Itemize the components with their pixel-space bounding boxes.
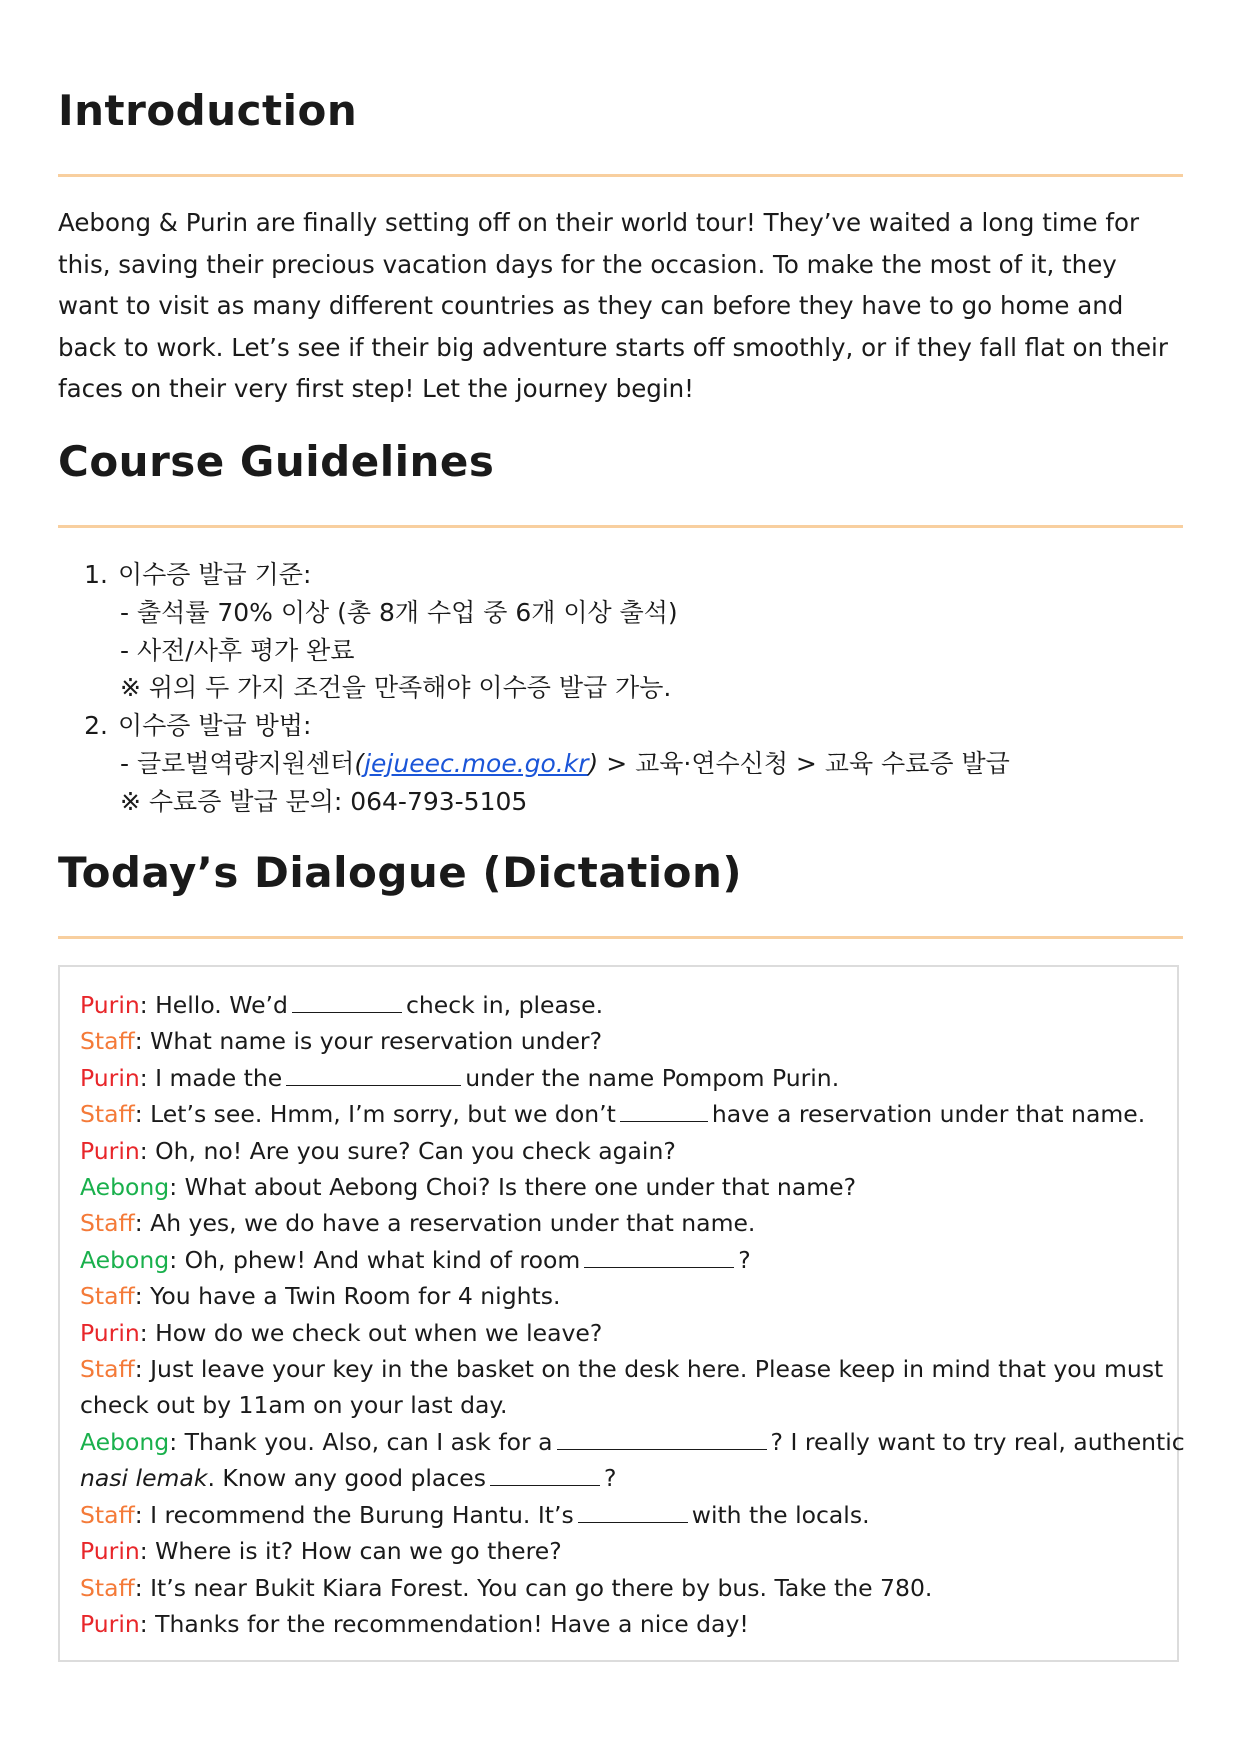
speaker-name: Purin bbox=[80, 1063, 140, 1092]
dialogue-line-continuation bbox=[80, 1460, 1177, 1496]
guideline-contact: ※ 수료증 발급 문의: 064-793-5105 bbox=[120, 786, 528, 816]
section-divider bbox=[58, 174, 1183, 177]
speaker-name: Purin bbox=[80, 1537, 140, 1566]
introduction-heading: Introduction bbox=[58, 86, 358, 135]
answer-blank[interactable] bbox=[292, 992, 402, 1013]
line-text: : What name is your reservation under? bbox=[134, 1027, 603, 1056]
introduction-text: Aebong & Purin are finally setting off on their world tour! They’ve waited a long time for this, saving their precious vacation days for the occasion. To make the most of it, they want to visit as many different countries as they can before they have to go home and back to work. Let’s see if their big adventure starts off smoothly, or if they fall flat on their faces on their very first step! Let the journey begin! bbox=[58, 208, 1168, 403]
answer-blank[interactable] bbox=[584, 1247, 734, 1268]
guidelines-heading: Course Guidelines bbox=[58, 437, 495, 486]
speaker-name: Purin bbox=[80, 1136, 140, 1165]
answer-blank[interactable] bbox=[557, 1429, 767, 1450]
dialogue-heading: Today’s Dialogue (Dictation) bbox=[58, 848, 743, 897]
line-text: : Hello. We’d bbox=[139, 991, 288, 1019]
line-text: ? bbox=[738, 1245, 751, 1274]
guideline-line: - 사전/사후 평가 완료 bbox=[120, 635, 355, 665]
dialogue-line bbox=[80, 1242, 1177, 1278]
guideline-path bbox=[58, 745, 1010, 783]
guideline-title: 이수증 발급 기준: bbox=[118, 560, 312, 589]
line-text: : Oh, phew! And what kind of room bbox=[169, 1245, 581, 1274]
answer-blank[interactable] bbox=[620, 1101, 708, 1122]
path-suffix: > 교육·연수신청 > 교육 수료증 발급 bbox=[598, 748, 1010, 778]
line-text: ? I really want to try real, authentic bbox=[770, 1427, 1185, 1456]
line-text: with the locals. bbox=[691, 1500, 870, 1529]
line-text: : Ah yes, we do have a reservation under that name. bbox=[134, 1209, 756, 1238]
section-divider bbox=[58, 936, 1183, 939]
line-text: check in, please. bbox=[405, 991, 604, 1019]
line-text: : I recommend the Burung Hantu. It’s bbox=[134, 1500, 574, 1529]
line-text: : Where is it? How can we go there? bbox=[139, 1537, 562, 1566]
dialogue-line bbox=[80, 1096, 1177, 1132]
guideline-line: - 출석률 70% 이상 (총 8개 수업 중 6개 이상 출석) bbox=[120, 597, 678, 627]
dialogue-line bbox=[80, 1570, 1177, 1606]
guideline-item-2 bbox=[58, 707, 1010, 745]
line-text: : I made the bbox=[139, 1063, 283, 1092]
dialogue-line bbox=[80, 1315, 1177, 1351]
dish-name: nasi lemak bbox=[80, 1464, 208, 1493]
guideline-item-1 bbox=[58, 556, 1010, 594]
speaker-name: Aebong bbox=[80, 1173, 170, 1202]
line-text: : Let’s see. Hmm, I’m sorry, but we don’t bbox=[134, 1100, 616, 1129]
line-text: ? bbox=[603, 1464, 617, 1493]
line-text: : Oh, no! Are you sure? Can you check again? bbox=[139, 1136, 676, 1165]
dialogue-line bbox=[80, 1133, 1177, 1169]
section-divider bbox=[58, 525, 1183, 528]
dialogue-line bbox=[80, 1497, 1177, 1533]
guidelines-list bbox=[58, 556, 1010, 821]
line-text: : Thanks for the recommendation! Have a nice day! bbox=[139, 1609, 749, 1638]
speaker-name: Aebong bbox=[80, 1427, 170, 1456]
speaker-name: Staff bbox=[80, 1573, 135, 1602]
line-text: under the name Pompom Purin. bbox=[465, 1063, 840, 1092]
speaker-name: Staff bbox=[80, 1355, 135, 1384]
guideline-title: 이수증 발급 방법: bbox=[118, 711, 312, 741]
line-text: . Know any good places bbox=[207, 1464, 486, 1493]
dialogue-line bbox=[80, 1205, 1177, 1241]
dialogue-line bbox=[80, 1533, 1177, 1569]
line-text: have a reservation under that name. bbox=[711, 1100, 1146, 1129]
dialogue-line bbox=[80, 1424, 1185, 1460]
dialogue-line bbox=[80, 1278, 1177, 1314]
line-text: : Thank you. Also, can I ask for a bbox=[169, 1427, 553, 1456]
line-text: : It’s near Bukit Kiara Forest. You can go there by bus. Take the 780. bbox=[134, 1573, 933, 1602]
speaker-name: Aebong bbox=[80, 1245, 170, 1274]
line-text: : You have a Twin Room for 4 nights. bbox=[134, 1282, 561, 1311]
dialogue-box bbox=[58, 965, 1185, 1662]
answer-blank[interactable] bbox=[286, 1065, 461, 1086]
dialogue-line bbox=[80, 1060, 1177, 1096]
speaker-name: Staff bbox=[80, 1500, 135, 1529]
answer-blank[interactable] bbox=[490, 1465, 600, 1486]
speaker-name: Staff bbox=[80, 1282, 135, 1311]
speaker-name: Purin bbox=[80, 1609, 140, 1638]
dialogue-line bbox=[80, 987, 1177, 1023]
link-paren-close: ) bbox=[588, 748, 599, 778]
guideline-line: ※ 위의 두 가지 조건을 만족해야 이수증 발급 가능. bbox=[120, 673, 672, 703]
line-text: : How do we check out when we leave? bbox=[139, 1318, 603, 1347]
path-prefix: - 글로벌역량지원센터 bbox=[120, 748, 355, 778]
speaker-name: Staff bbox=[80, 1027, 135, 1056]
dialogue-line bbox=[80, 1606, 1177, 1642]
dialogue-line bbox=[80, 1023, 1177, 1059]
dialogue-line bbox=[80, 1351, 1177, 1387]
speaker-name: Purin bbox=[80, 991, 140, 1019]
dialogue-line-continuation: check out by 11am on your last day. bbox=[80, 1391, 508, 1420]
list-number: 2. bbox=[84, 711, 108, 741]
line-text: : Just leave your key in the basket on the desk here. Please keep in mind that you must bbox=[134, 1355, 1164, 1384]
list-number: 1. bbox=[84, 560, 108, 589]
speaker-name: Purin bbox=[80, 1318, 140, 1347]
dialogue-line bbox=[80, 1169, 1177, 1205]
speaker-name: Staff bbox=[80, 1209, 135, 1238]
link-paren-open: ( bbox=[354, 748, 365, 778]
center-website-link[interactable]: jejueec.moe.go.kr bbox=[364, 748, 589, 778]
speaker-name: Staff bbox=[80, 1100, 135, 1129]
line-text: : What about Aebong Choi? Is there one under that name? bbox=[169, 1173, 857, 1202]
answer-blank[interactable] bbox=[578, 1502, 688, 1523]
